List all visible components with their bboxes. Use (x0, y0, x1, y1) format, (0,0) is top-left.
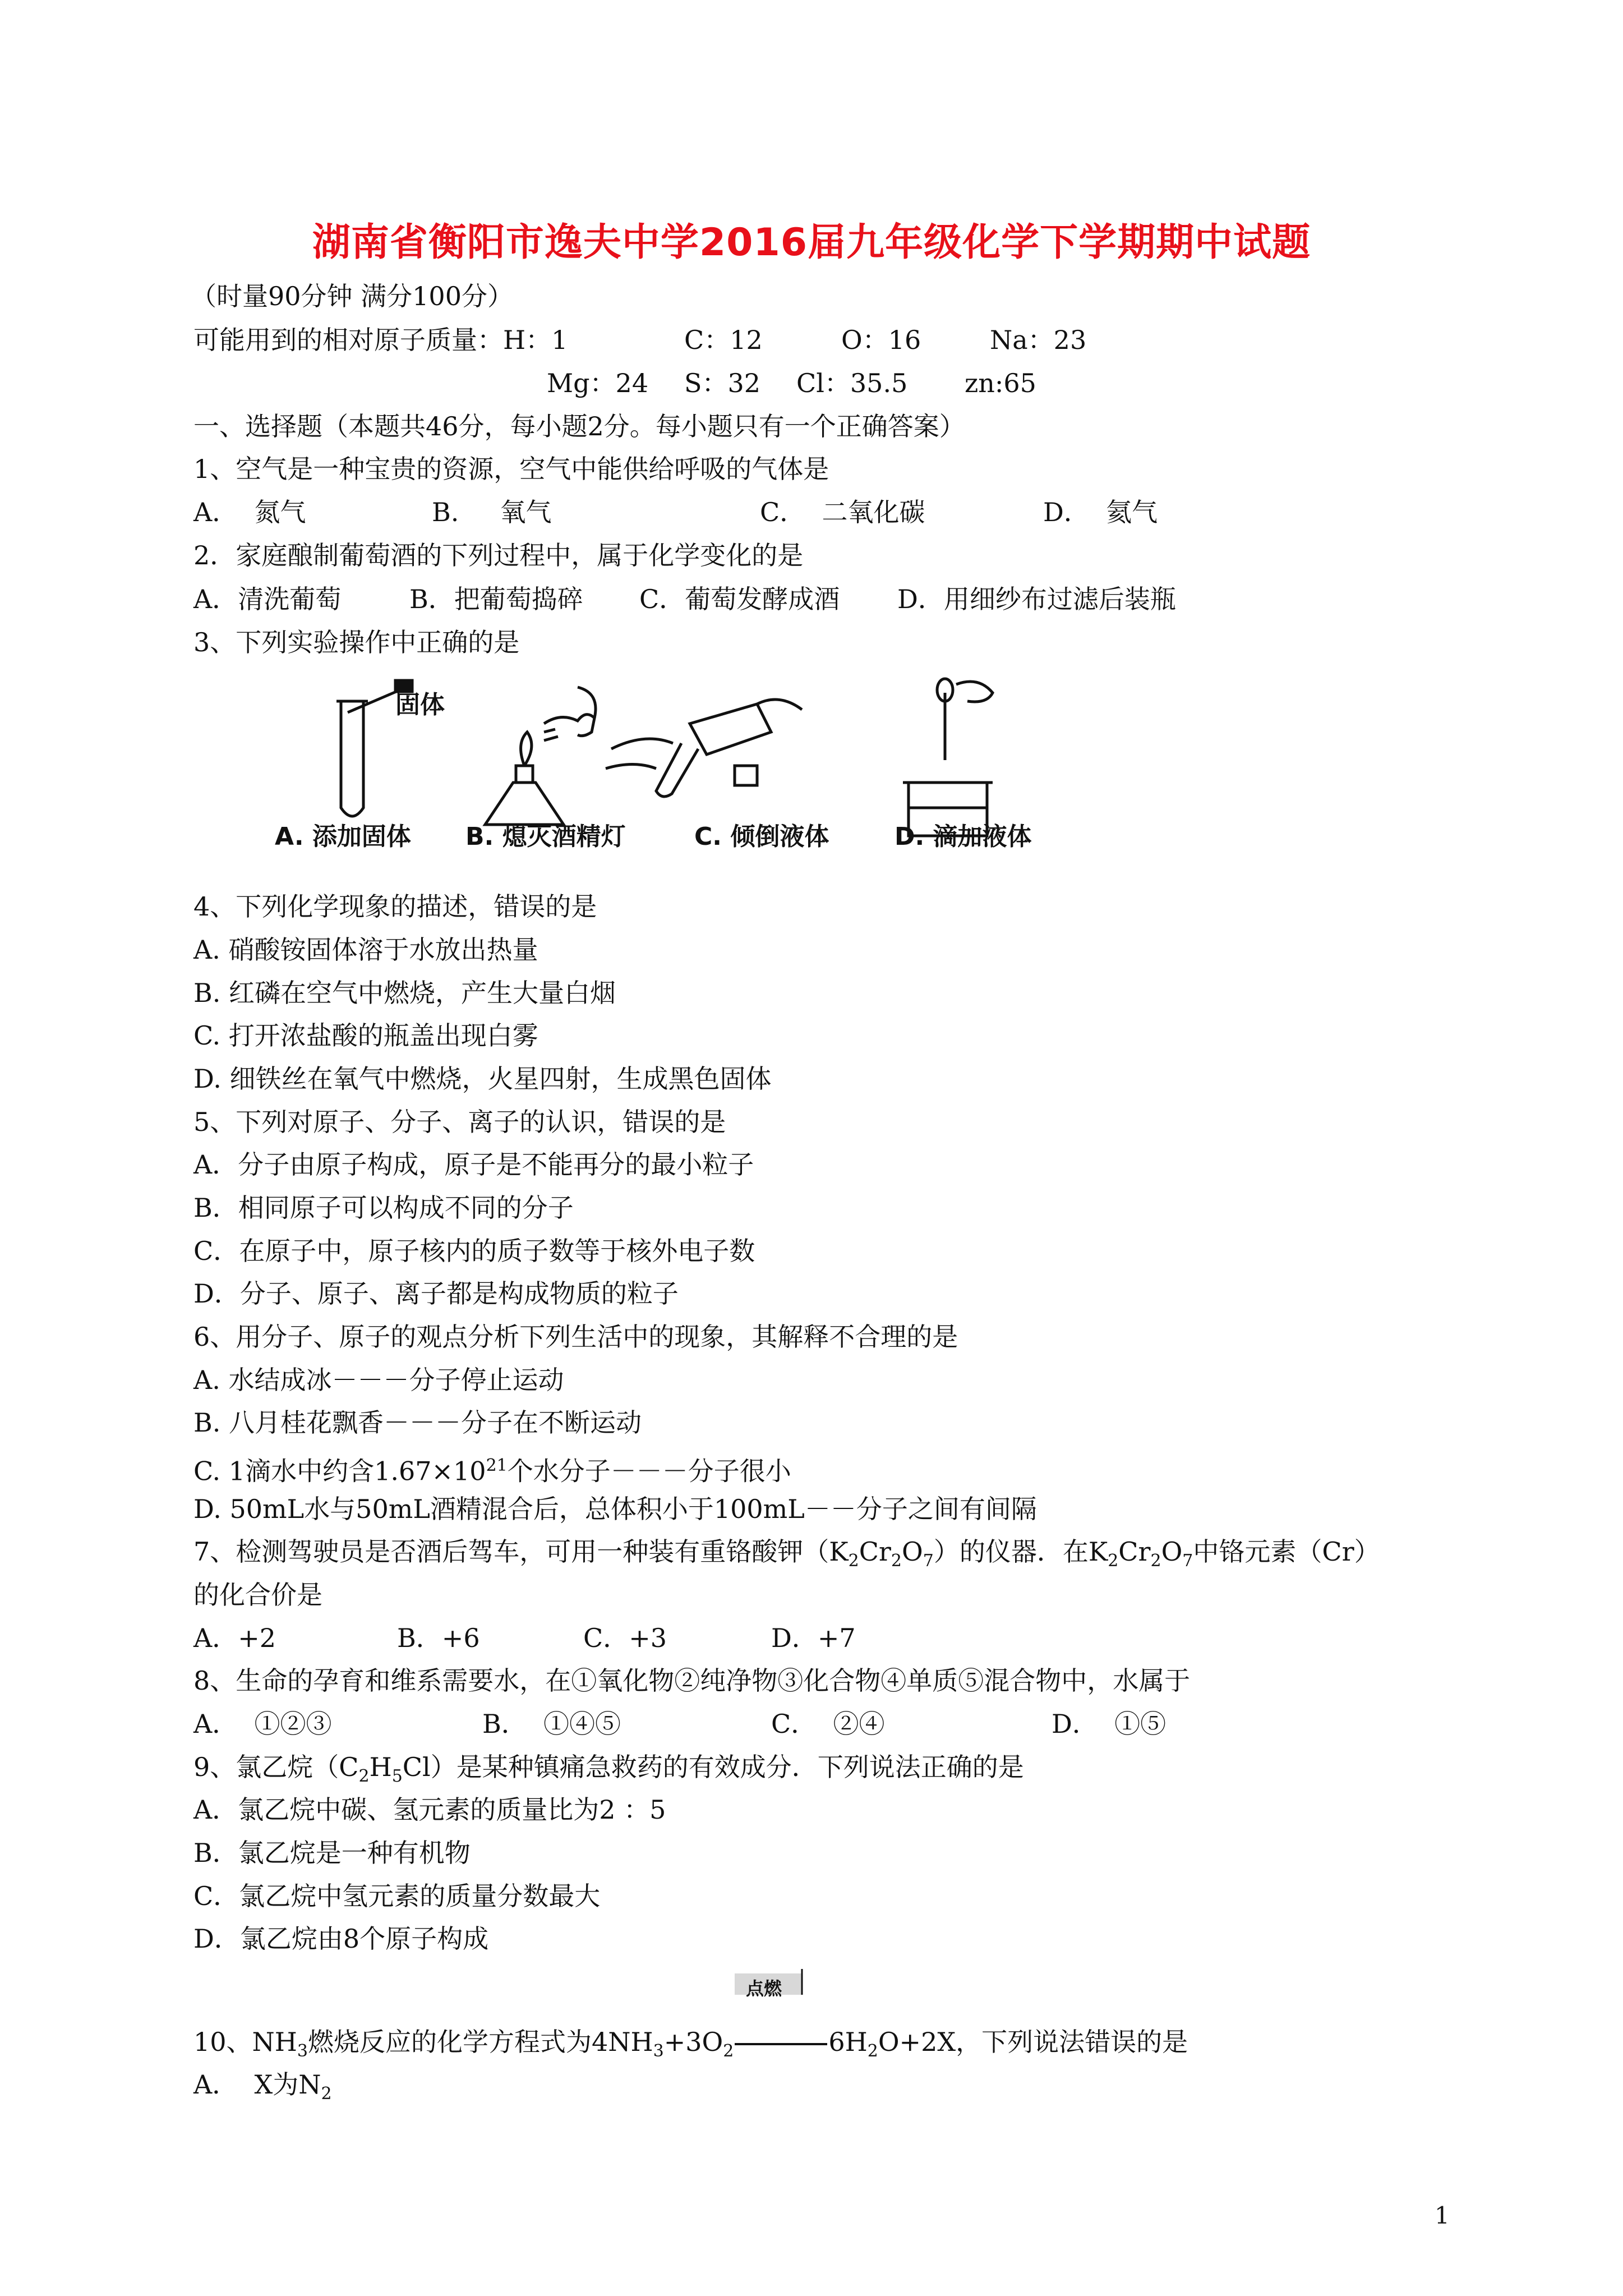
q4-option-d: D. 细铁丝在氧气中燃烧，火星四射，生成黑色固体 (193, 1064, 772, 1094)
q5-option-a: A．分子由原子构成，原子是不能再分的最小粒子 (193, 1149, 754, 1180)
q7-stem: 7、检测驾驶员是否酒后驾车，可用一种装有重铬酸钾$(K_2Cr_2O_7)$的仪器．在$K_2Cr_2O_7$中铬元素（Cr） (193, 1536, 1380, 1571)
q1-option-a: A． 氮气 (193, 497, 306, 527)
atomic-mass-o: O：16 (841, 325, 921, 355)
q8-option-a: A． ①②③ (193, 1709, 332, 1739)
q8-stem: 8、生命的孕育和维系需要水，在①氧化物②纯净物③化合物④单质⑤混合物中，水属于 (193, 1665, 1191, 1696)
q6-option-c: C. 1滴水中约含$1.67\times 10^{21}$个水分子－－－分子很小 (193, 1456, 791, 1487)
atomic-mass-cl: Cl：35.5 (796, 368, 908, 398)
q8-option-d: D． ①⑤ (1052, 1709, 1166, 1739)
q1-option-d: D． 氦气 (1043, 497, 1158, 527)
reaction-arrow-line (735, 2043, 827, 2045)
atomic-mass-label: 可能用到的相对原子质量：H：1 (193, 325, 568, 355)
q2-option-c: C．葡萄发酵成酒 (639, 584, 840, 614)
q7-option-b: B．+6 (397, 1623, 480, 1653)
q9-option-b: B．氯乙烷是一种有机物 (193, 1838, 471, 1868)
atomic-mass-na: Na：23 (990, 325, 1087, 355)
q3-stem: 3、下列实验操作中正确的是 (193, 627, 520, 657)
q8-option-c: C． ②④ (771, 1709, 885, 1739)
q5-option-d: D．分子、原子、离子都是构成物质的粒子 (193, 1278, 679, 1309)
section-heading: 一、选择题（本题共46分，每小题2分。每小题只有一个正确答案） (193, 411, 965, 441)
q8-option-b: B． ①④⑤ (482, 1709, 621, 1739)
q10-option-a: A． X为$N_2$ (193, 2069, 332, 2104)
q6-option-a: A. 水结成冰－－－分子停止运动 (193, 1365, 564, 1395)
page-number: 1 (1435, 2202, 1450, 2229)
alcohol-lamp-illustration (485, 687, 596, 825)
atomic-mass-mg: Mg：24 (547, 368, 649, 398)
q3-solid-label: 固体 (395, 691, 445, 719)
page-title: 湖南省衡阳市逸夫中学2016届九年级化学下学期期中试题 (312, 220, 1311, 265)
atomic-mass-s: S：32 (684, 368, 761, 398)
q3-option-a: A. 添加固体 (275, 822, 411, 851)
q4-option-b: B. 红磷在空气中燃烧，产生大量白烟 (193, 978, 616, 1008)
reaction-condition-label: 点燃 (746, 1978, 782, 1999)
q6-stem: 6、用分子、原子的观点分析下列生活中的现象，其解释不合理的是 (193, 1322, 958, 1352)
q5-stem: 5、下列对原子、分子、离子的认识，错误的是 (193, 1107, 726, 1137)
q9-option-a: A．氯乙烷中碳、氢元素的质量比为2 ：5 (193, 1795, 666, 1825)
q9-option-d: D．氯乙烷由8个原子构成 (193, 1924, 489, 1954)
q1-option-c: C． 二氧化碳 (760, 497, 925, 527)
pouring-illustration (606, 700, 802, 797)
q3-option-d: D. 滴加液体 (895, 822, 1032, 851)
q3-option-c: C. 倾倒液体 (694, 822, 829, 851)
atomic-mass-c: C：12 (684, 325, 763, 355)
q2-option-b: B．把葡萄捣碎 (409, 584, 583, 614)
q7-stem-continued: 的化合价是 (193, 1580, 322, 1610)
q4-option-c: C. 打开浓盐酸的瓶盖出现白雾 (193, 1020, 538, 1051)
q10-stem: 10、$NH_3$燃烧反应的化学方程式为$4NH_3+3O_2$ $6H_2O+2X$，下列说法错误的是 (193, 2027, 1188, 2062)
q1-stem: 1、空气是一种宝贵的资源，空气中能供给呼吸的气体是 (193, 454, 829, 484)
q3-option-b: B. 熄灭酒精灯 (465, 822, 626, 851)
q4-stem: 4、下列化学现象的描述，错误的是 (193, 891, 597, 922)
q5-option-c: C．在原子中，原子核内的质子数等于核外电子数 (193, 1236, 755, 1266)
q2-stem: 2．家庭酿制葡萄酒的下列过程中，属于化学变化的是 (193, 540, 804, 570)
q2-option-a: A．清洗葡萄 (193, 584, 342, 614)
q6-option-d: D. 50mL水与50mL酒精混合后，总体积小于100mL－－分子之间有间隔 (193, 1494, 1037, 1524)
q4-option-a: A. 硝酸铵固体溶于水放出热量 (193, 935, 538, 965)
q1-option-b: B. 氧气 (432, 497, 552, 527)
q5-option-b: B．相同原子可以构成不同的分子 (193, 1193, 574, 1223)
q7-option-a: A．+2 (193, 1623, 276, 1653)
q7-option-d: D．+7 (771, 1623, 856, 1653)
dropper-illustration (903, 679, 993, 836)
q2-option-d: D．用细纱布过滤后装瓶 (897, 584, 1176, 614)
q7-option-c: C．+3 (583, 1623, 667, 1653)
q9-option-c: C．氯乙烷中氢元素的质量分数最大 (193, 1881, 601, 1911)
reaction-condition (730, 1969, 797, 1998)
atomic-mass-zn: zn:65 (965, 368, 1036, 398)
q9-stem: 9、氯乙烷$(C_2H_5Cl)$是某种镇痛急救药的有效成分．下列说法正确的是 (193, 1752, 1024, 1787)
q6-option-b: B. 八月桂花飘香－－－分子在不断运动 (193, 1407, 642, 1438)
time-note: （时量90分钟 满分100分） (191, 281, 513, 311)
